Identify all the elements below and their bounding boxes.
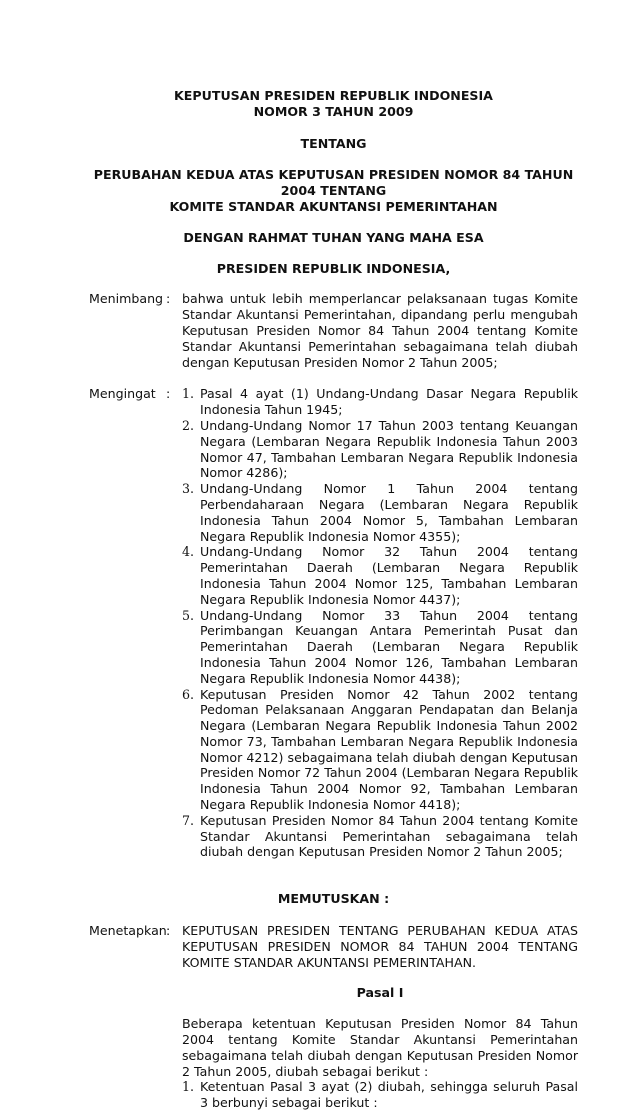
menetapkan-text: KEPUTUSAN PRESIDEN TENTANG PERUBAHAN KEDUA ATAS KEPUTUSAN PRESIDEN NOMOR 84 TAHUN 2004 TENTANG KOMITE STANDAR AKUNTANSI PEMERINTAHAN. <box>182 923 578 970</box>
list-text: Undang-Undang Nomor 1 Tahun 2004 tentang Perbendaharaan Negara (Lembaran Negara Republik Indonesia Tahun 2004 Nomor 5, Tambahan Lembaran Negara Republik Indonesia Nomor 4355); <box>200 481 578 544</box>
menimbang-label: Menimbang <box>89 291 164 307</box>
rahmat-heading: DENGAN RAHMAT TUHAN YANG MAHA ESA <box>183 229 484 245</box>
mengingat-item <box>182 418 578 481</box>
menimbang-section <box>89 291 578 370</box>
subject-line1: PERUBAHAN KEDUA ATAS KEPUTUSAN PRESIDEN NOMOR 84 TAHUN 2004 TENTANG <box>93 167 574 199</box>
list-number: 1. <box>182 1079 195 1095</box>
pasal-intro: Beberapa ketentuan Keputusan Presiden Nomor 84 Tahun 2004 tentang Komite Standar Akuntansi Pemerintahan sebagaimana telah diubah dengan Keputusan Presiden Nomor 2 Tahun 2005, diubah sebagai berikut : <box>182 1016 578 1079</box>
mengingat-section <box>89 386 578 860</box>
mengingat-list-wrapper <box>182 386 578 860</box>
presiden-heading: PRESIDEN REPUBLIK INDONESIA, <box>216 260 451 276</box>
mengingat-item <box>182 687 578 813</box>
menimbang-text: bahwa untuk lebih memperlancar pelaksanaan tugas Komite Standar Akuntansi Pemerintahan, dipandang perlu mengubah Keputusan Presiden Nomor 84 Tahun 2004 tentang Komite Standar Akuntansi Pemerintahan sebagaimana telah diubah dengan Keputusan Presiden Nomor 2 Tahun 2005; <box>182 291 578 370</box>
mengingat-item <box>182 608 578 687</box>
list-number: 1. <box>182 386 195 402</box>
mengingat-colon: : <box>166 386 171 402</box>
list-text: Undang-Undang Nomor 33 Tahun 2004 tentang Perimbangan Keuangan Antara Pemerintah Pusat dan Pemerintahan Daerah (Lembaran Negara Republik Indonesia Tahun 2004 Nomor 126, Tambahan Lembaran Negara Republik Indonesia Nomor 4438); <box>200 607 578 686</box>
list-number: 3. <box>182 481 195 497</box>
mengingat-item <box>182 386 578 418</box>
menetapkan-colon: : <box>166 923 171 939</box>
list-text: Ketentuan Pasal 3 ayat (2) diubah, sehingga seluruh Pasal 3 berbunyi sebagai berikut : <box>200 1079 578 1111</box>
memutuskan-heading: MEMUTUSKAN : <box>277 891 390 907</box>
pasal-heading: Pasal I <box>356 985 404 1001</box>
tentang-heading: TENTANG <box>300 135 367 151</box>
list-text: Undang-Undang Nomor 32 Tahun 2004 tentang Pemerintahan Daerah (Lembaran Negara Republik Indonesia Tahun 2004 Nomor 125, Tambahan Lembaran Negara Republik Indonesia Nomor 4437); <box>200 544 578 607</box>
list-number: 7. <box>182 812 195 828</box>
list-number: 6. <box>182 686 195 702</box>
list-text: Undang-Undang Nomor 17 Tahun 2003 tentang Keuangan Negara (Lembaran Negara Republik Indonesia Tahun 2003 Nomor 47, Tambahan Lembaran Negara Republik Indonesia Nomor 4286); <box>200 417 578 481</box>
mengingat-item <box>182 544 578 607</box>
list-text: Pasal 4 ayat (1) Undang-Undang Dasar Negara Republik Indonesia Tahun 1945; <box>200 386 578 418</box>
list-text: Keputusan Presiden Nomor 84 Tahun 2004 tentang Komite Standar Akuntansi Pemerintahan sebagaimana telah diubah dengan Keputusan Presiden Nomor 2 Tahun 2005; <box>200 812 578 860</box>
pasal-list <box>182 1079 578 1111</box>
mengingat-list <box>182 386 578 860</box>
menetapkan-section <box>89 923 578 970</box>
list-number: 2. <box>182 417 195 433</box>
menimbang-colon: : <box>166 291 171 307</box>
subject-heading <box>81 167 586 214</box>
pasal-item <box>182 1079 578 1111</box>
mengingat-item <box>182 813 578 860</box>
mengingat-item <box>182 481 578 544</box>
list-text: Keputusan Presiden Nomor 42 Tahun 2002 tentang Pedoman Pelaksanaan Anggaran Pendapatan dan Belanja Negara (Lembaran Negara Republik Indonesia Tahun 2002 Nomor 73, Tambahan Lembaran Negara Republik Indonesia Nomor 4212) sebagaimana telah diubah dengan Keputusan Presiden Nomor 72 Tahun 2004 (Lembaran Negara Republik Indonesia Tahun 2004 Nomor 92, Tambahan Lembaran Negara Republik Indonesia Nomor 4418); <box>200 686 578 813</box>
list-number: 5. <box>182 607 195 623</box>
pasal-body <box>182 1016 578 1111</box>
list-number: 4. <box>182 544 195 560</box>
document-title-line2: NOMOR 3 TAHUN 2009 <box>253 103 414 119</box>
menetapkan-label: Menetapkan <box>89 923 167 939</box>
subject-line2: KOMITE STANDAR AKUNTANSI PEMERINTAHAN <box>169 198 498 214</box>
mengingat-label: Mengingat <box>89 386 156 402</box>
document-title-line1: KEPUTUSAN PRESIDEN REPUBLIK INDONESIA <box>174 88 493 103</box>
